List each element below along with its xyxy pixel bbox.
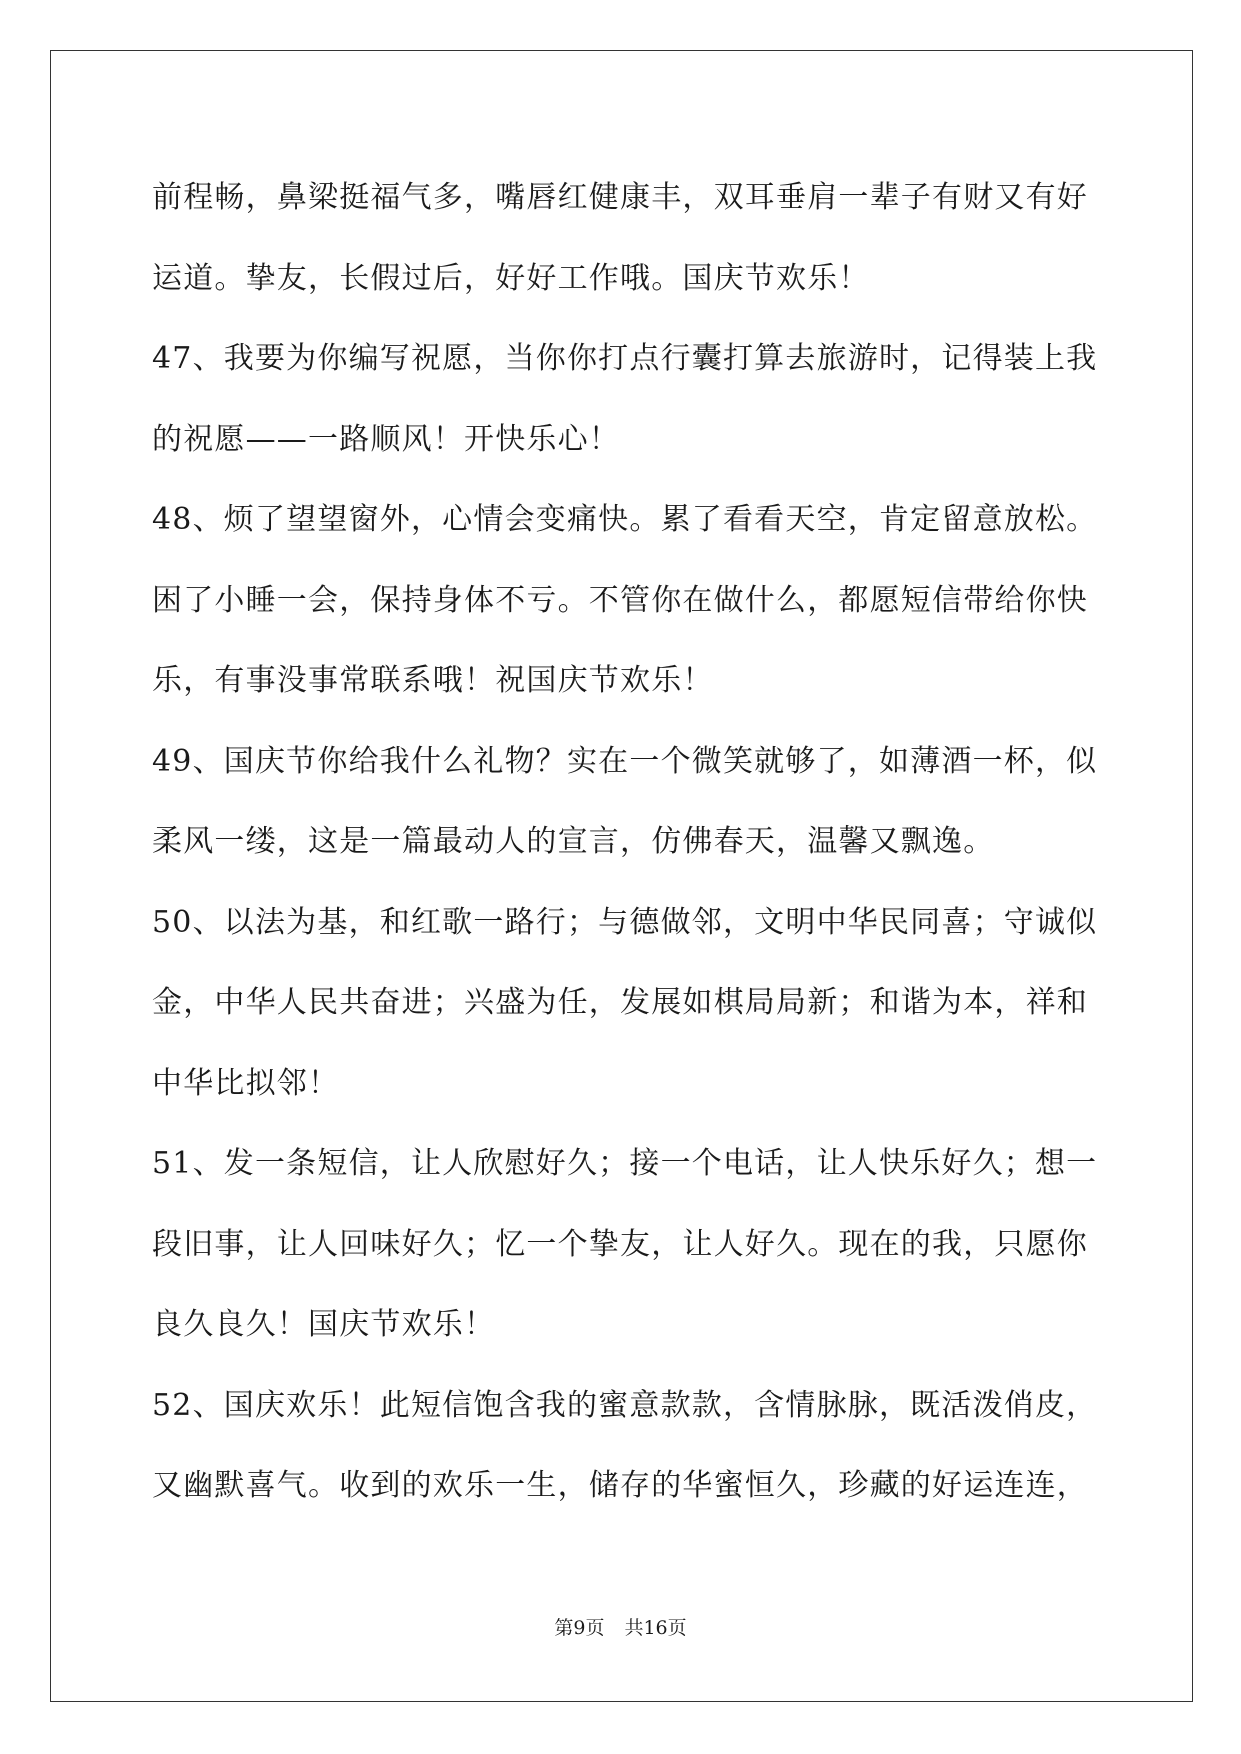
- text-line: 49、国庆节你给我什么礼物？实在一个微笑就够了，如薄酒一杯，似: [152, 743, 1098, 779]
- text-line: 48、烦了望望窗外，心情会变痛快。累了看看天空，肯定留意放松。: [152, 502, 1098, 537]
- page-number-total: 共16页: [624, 1617, 687, 1639]
- text-line: 金，中华人民共奋进；兴盛为任，发展如棋局局新；和谐为本，祥和: [152, 985, 1088, 1020]
- page-footer: [0, 1613, 1241, 1640]
- text-line: 运道。挚友，长假过后，好好工作哦。国庆节欢乐！: [152, 260, 870, 296]
- text-line: 乐，有事没事常联系哦！祝国庆节欢乐！: [152, 663, 714, 698]
- text-line: 良久良久！国庆节欢乐！: [152, 1307, 496, 1342]
- text-line: 51、发一条短信，让人欣慰好久；接一个电话，让人快乐好久；想一: [152, 1146, 1098, 1181]
- text-line: 52、国庆欢乐！此短信饱含我的蜜意款款，含情脉脉，既活泼俏皮，: [152, 1387, 1098, 1423]
- text-line: 47、我要为你编写祝愿，当你你打点行囊打算去旅游时，记得装上我: [152, 341, 1098, 376]
- text-line: 困了小睡一会，保持身体不亏。不管你在做什么，都愿短信带给你快: [152, 582, 1088, 618]
- text-line: 50、以法为基，和红歌一路行；与德做邻，文明中华民同喜；守诚似: [152, 904, 1098, 940]
- text-line: 的祝愿——一路顺风！开快乐心！: [152, 421, 620, 457]
- text-line: 柔风一缕，这是一篇最动人的宣言，仿佛春天，温馨又飘逸。: [152, 824, 995, 859]
- page-number-current: 第9页: [554, 1617, 605, 1639]
- text-line: 又幽默喜气。收到的欢乐一生，储存的华蜜恒久，珍藏的好运连连，: [152, 1468, 1088, 1503]
- document-body: [152, 158, 1098, 1527]
- text-line: 段旧事，让人回味好久；忆一个挚友，让人好久。现在的我，只愿你: [152, 1226, 1088, 1262]
- text-line: 中华比拟邻！: [152, 1065, 340, 1101]
- text-line: 前程畅，鼻梁挺福气多，嘴唇红健康丰，双耳垂肩一辈子有财又有好: [152, 180, 1088, 215]
